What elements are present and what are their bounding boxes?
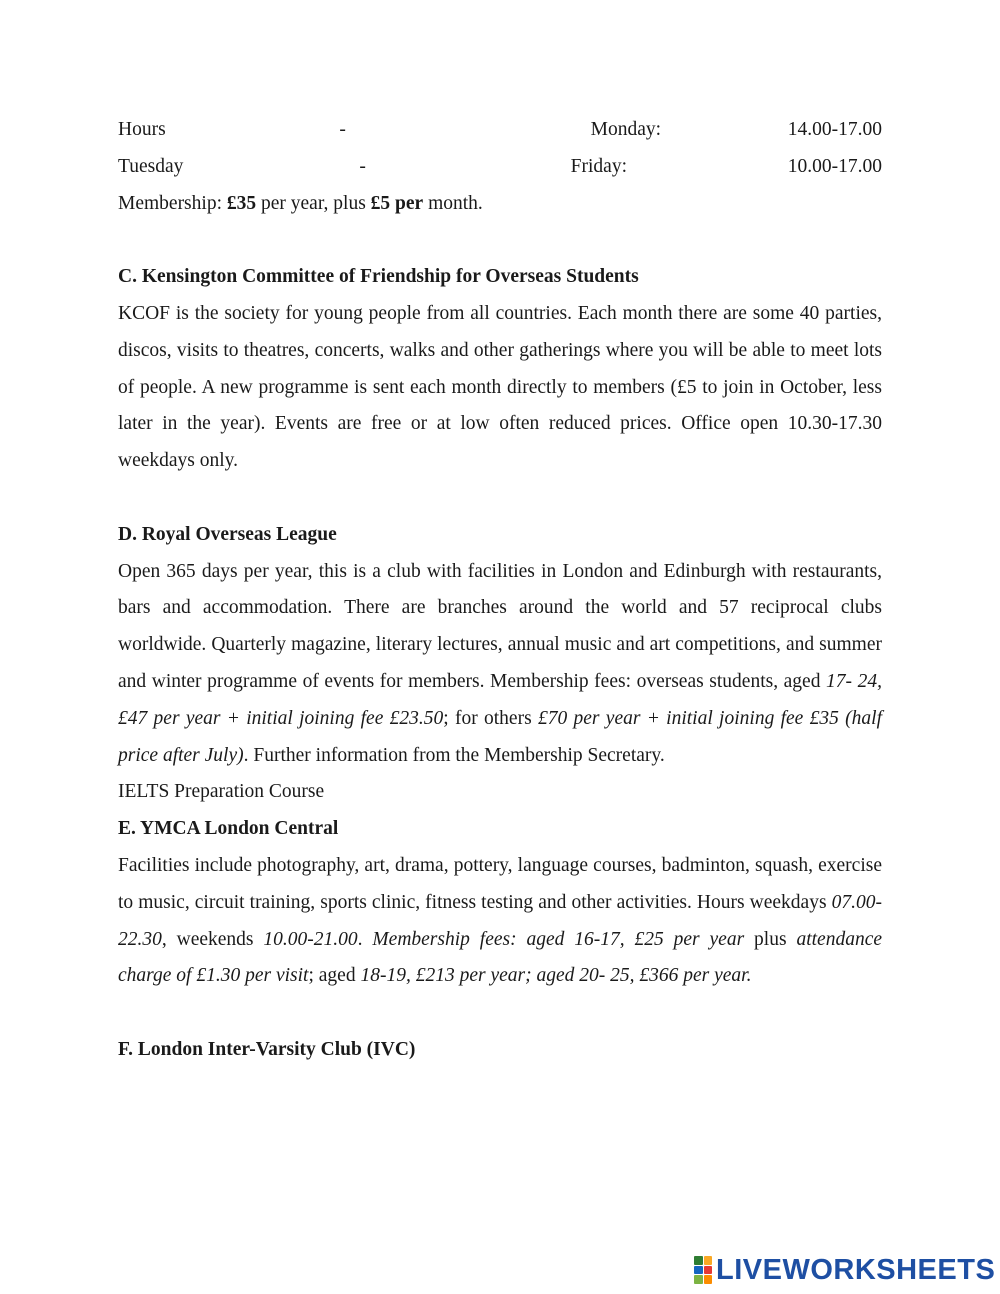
ielts-line: IELTS Preparation Course — [118, 781, 325, 803]
liveworksheets-logo — [694, 1254, 995, 1286]
membership-prefix: Membership: — [118, 192, 227, 214]
section-e-fees-older: 18-19, £213 per year; aged 20- 25, £366 per year. — [360, 965, 752, 987]
membership-amount-year: £35 — [226, 192, 257, 214]
document-page — [118, 112, 882, 1069]
section-d-heading: D. Royal Overseas League — [118, 523, 337, 545]
membership-amount-month: £5 per — [370, 192, 424, 214]
section-e-text: plus — [744, 928, 797, 950]
section-f-heading: F. London Inter-Varsity Club (IVC) — [118, 1038, 416, 1060]
section-c-body: KCOF is the society for young people from all countries. Each month there are some 40 parties, discos, visits to theatres, concerts, walks and other gatherings where you will be able to meet lots of people. A new programme is sent each month directly to members (£5 to join in October, less later in the year). Events are free or at low often reduced prices. Office open 10.30-17.30 weekdays only. — [118, 302, 882, 472]
hours-cell: Friday: — [570, 155, 627, 177]
hours-cell: Tuesday — [118, 155, 184, 177]
section-e-fees-16-17: Membership fees: aged 16-17, £25 per year — [372, 928, 745, 950]
section-e-text: Facilities include photography, art, drama, pottery, language courses, badminton, squash, exercise to music, circuit training, sports clinic, fitness testing and other activities. Hours weekdays — [118, 854, 882, 913]
hours-cell: Monday: — [590, 119, 662, 140]
hours-row-2 — [118, 149, 882, 186]
liveworksheets-logo-text: LIVEWORKSHEETS — [716, 1253, 996, 1286]
section-d-other-fees: £70 per year + initial joining fee £35 (half price after July) — [118, 707, 882, 766]
section-e-attendance-charge: attendance charge of £1.30 per visit — [118, 928, 883, 987]
section-d-text: . Further information from the Membership Secretary. — [243, 744, 665, 766]
liveworksheets-logo-icon — [694, 1256, 712, 1284]
section-e-text: , weekends — [161, 928, 264, 950]
section-c-heading: C. Kensington Committee of Friendship for Overseas Students — [118, 266, 639, 288]
hours-cell: 14.00-17.00 — [787, 119, 882, 140]
section-e-text: ; aged — [308, 965, 361, 987]
membership-suffix: month. — [423, 192, 483, 214]
hours-cell: - — [339, 119, 346, 140]
hours-cell: - — [359, 155, 366, 177]
section-e-text: . — [357, 928, 373, 950]
membership-line — [118, 186, 882, 223]
section-d-text: ; for others — [443, 707, 538, 729]
section-e-heading: E. YMCA London Central — [118, 818, 339, 840]
section-d-text: Open 365 days per year, this is a club with facilities in London and Edinburgh with restaurants, bars and accommodation. There are branches around the world and 57 reciprocal clubs worldwide. Quarterly magazine, literary lectures, annual music and art competitions, and summer and winter programme of events for members. Membership fees: overseas students, aged — [118, 560, 882, 692]
section-e-weekday-hours: 07.00-22.30 — [118, 891, 882, 950]
section-e-weekend-hours: 10.00-21.00 — [263, 928, 358, 950]
membership-mid: per year, plus — [256, 192, 371, 214]
section-d-student-fees: 17- 24, £47 per year + initial joining fee £23.50 — [118, 670, 882, 729]
section-e-body — [118, 848, 882, 995]
hours-cell: Hours — [118, 119, 166, 140]
hours-cell: 10.00-17.00 — [787, 155, 882, 177]
hours-row-1 — [118, 112, 882, 149]
section-d-body — [118, 554, 882, 775]
